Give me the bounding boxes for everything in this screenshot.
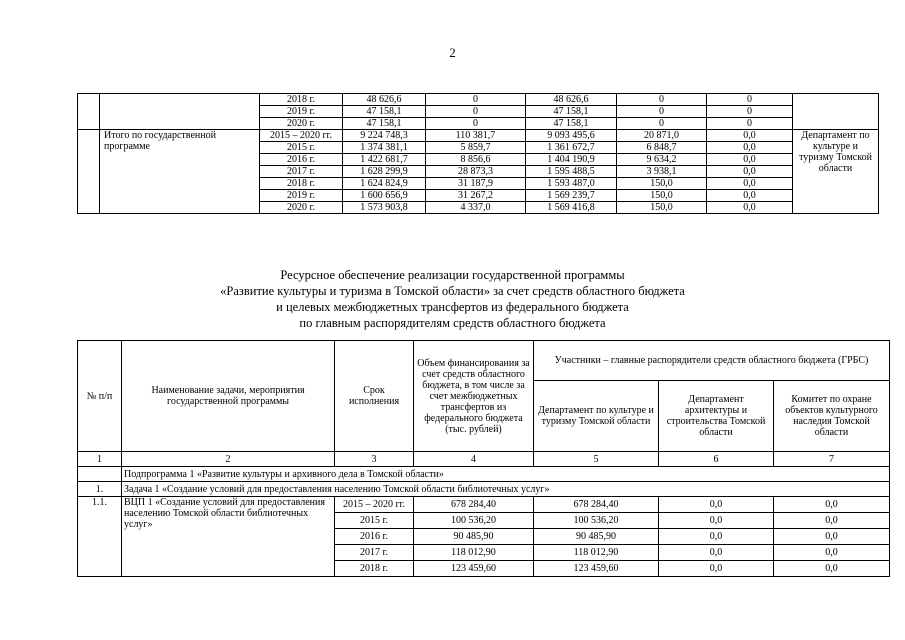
- cell-year: 2019 г.: [260, 190, 343, 202]
- cell-term: 2017 г.: [335, 545, 414, 561]
- cell-total: 1 374 381,1: [343, 142, 426, 154]
- cell-c4: 6 848,7: [617, 142, 707, 154]
- title-line: по главным распорядителям средств областного бюджета: [299, 316, 606, 330]
- cell-c5: 0,0: [707, 166, 793, 178]
- cell-c2: 110 381,7: [426, 130, 526, 142]
- cell-total: 9 224 748,3: [343, 130, 426, 142]
- empty-cell: [78, 130, 100, 214]
- cell-c4: 9 634,2: [617, 154, 707, 166]
- cell-total: 48 626,6: [343, 94, 426, 106]
- cell-year: 2016 г.: [260, 154, 343, 166]
- cell-c5: 0: [707, 118, 793, 130]
- col-number: 7: [774, 452, 890, 467]
- title-line: и целевых межбюджетных трансфертов из федерального бюджета: [276, 300, 629, 314]
- cell-p3: 0,0: [774, 513, 890, 529]
- cell-total: 1 422 681,7: [343, 154, 426, 166]
- header-term: Срок исполнения: [335, 341, 414, 452]
- dept-label: Департамент по культуре и туризму Томской области: [793, 130, 879, 214]
- cell-c5: 0,0: [707, 190, 793, 202]
- cell-c4: 0: [617, 118, 707, 130]
- empty-cell: [793, 94, 879, 130]
- header-name: Наименование задачи, мероприятия государственной программы: [122, 341, 335, 452]
- empty-cell: [78, 467, 122, 482]
- cell-term: 2015 г.: [335, 513, 414, 529]
- cell-p1: 123 459,60: [534, 561, 659, 577]
- cell-total: 1 624 824,9: [343, 178, 426, 190]
- cell-c4: 150,0: [617, 190, 707, 202]
- cell-c4: 20 871,0: [617, 130, 707, 142]
- header-participant-2: Департамент архитектуры и строительства Томской области: [659, 380, 774, 451]
- cell-v: 118 012,90: [414, 545, 534, 561]
- cell-p2: 0,0: [659, 513, 774, 529]
- cell-p2: 0,0: [659, 497, 774, 513]
- cell-year: 2020 г.: [260, 118, 343, 130]
- header-volume: Объем финансирования за счет средств областного бюджета, в том числе за счет межбюджетных трансфертов из федерального бюджета (тыс. рублей): [414, 341, 534, 452]
- subprogram-label: Подпрограмма 1 «Развитие культуры и архивного дела в Томской области»: [122, 467, 890, 482]
- header-num: № п/п: [78, 341, 122, 452]
- cell-c4: 0: [617, 94, 707, 106]
- resource-table: [77, 340, 890, 577]
- cell-p2: 0,0: [659, 545, 774, 561]
- cell-c2: 0: [426, 118, 526, 130]
- item-number: 1.1.: [78, 497, 122, 577]
- cell-v: 100 536,20: [414, 513, 534, 529]
- cell-c3: 1 569 416,8: [526, 202, 617, 214]
- cell-p3: 0,0: [774, 545, 890, 561]
- cell-c3: 1 595 488,5: [526, 166, 617, 178]
- cell-term: 2016 г.: [335, 529, 414, 545]
- cell-c3: 9 093 495,6: [526, 130, 617, 142]
- col-number: 1: [78, 452, 122, 467]
- header-participant-3: Комитет по охране объектов культурного наследия Томской области: [774, 380, 890, 451]
- col-number: 6: [659, 452, 774, 467]
- cell-c2: 8 856,6: [426, 154, 526, 166]
- cell-c2: 31 187,9: [426, 178, 526, 190]
- cell-c5: 0,0: [707, 202, 793, 214]
- cell-v: 123 459,60: [414, 561, 534, 577]
- cell-c4: 150,0: [617, 202, 707, 214]
- cell-c3: 48 626,6: [526, 94, 617, 106]
- cell-c4: 3 938,1: [617, 166, 707, 178]
- cell-year: 2018 г.: [260, 178, 343, 190]
- cell-c3: 1 361 672,7: [526, 142, 617, 154]
- cell-v: 90 485,90: [414, 529, 534, 545]
- table-row: [78, 497, 890, 513]
- cell-c2: 0: [426, 94, 526, 106]
- cell-c3: 47 158,1: [526, 118, 617, 130]
- cell-p1: 118 012,90: [534, 545, 659, 561]
- cell-c2: 0: [426, 106, 526, 118]
- cell-term: 2015 – 2020 гг.: [335, 497, 414, 513]
- table-row: [78, 130, 879, 142]
- cell-v: 678 284,40: [414, 497, 534, 513]
- cell-total: 1 573 903,8: [343, 202, 426, 214]
- cell-year: 2015 г.: [260, 142, 343, 154]
- task-label: Задача 1 «Создание условий для предоставления населению Томской области библиотечных услуг»: [122, 482, 890, 497]
- section-title: [0, 267, 905, 331]
- title-line: Ресурсное обеспечение реализации государственной программы: [280, 268, 625, 282]
- cell-p3: 0,0: [774, 561, 890, 577]
- cell-total: 1 600 656,9: [343, 190, 426, 202]
- cell-term: 2018 г.: [335, 561, 414, 577]
- empty-cell: [78, 94, 100, 130]
- cell-c4: 150,0: [617, 178, 707, 190]
- empty-cell: [100, 94, 260, 130]
- item-name: ВЦП 1 «Создание условий для предоставления населению Томской области библиотечных услуг»: [122, 497, 335, 577]
- cell-c2: 31 267,2: [426, 190, 526, 202]
- cell-total: 1 628 299,9: [343, 166, 426, 178]
- cell-c5: 0,0: [707, 142, 793, 154]
- col-number: 4: [414, 452, 534, 467]
- itogo-label: Итого по государственной программе: [100, 130, 260, 214]
- page-number: 2: [449, 45, 456, 60]
- col-number: 5: [534, 452, 659, 467]
- cell-c5: 0: [707, 106, 793, 118]
- header-participant-1: Департамент по культуре и туризму Томской области: [534, 380, 659, 451]
- cell-p1: 90 485,90: [534, 529, 659, 545]
- header-participants: Участники – главные распорядители средств областного бюджета (ГРБС): [534, 341, 890, 381]
- cell-p2: 0,0: [659, 529, 774, 545]
- cell-c4: 0: [617, 106, 707, 118]
- cell-c2: 4 337,0: [426, 202, 526, 214]
- cell-p1: 100 536,20: [534, 513, 659, 529]
- cell-p2: 0,0: [659, 561, 774, 577]
- cell-total: 47 158,1: [343, 118, 426, 130]
- cell-p3: 0,0: [774, 529, 890, 545]
- cell-year: 2020 г.: [260, 202, 343, 214]
- cell-total: 47 158,1: [343, 106, 426, 118]
- table-row: [78, 94, 879, 106]
- cell-year: 2018 г.: [260, 94, 343, 106]
- cell-c2: 5 859,7: [426, 142, 526, 154]
- cell-c5: 0: [707, 94, 793, 106]
- cell-year: 2015 – 2020 гг.: [260, 130, 343, 142]
- cell-year: 2017 г.: [260, 166, 343, 178]
- title-line: «Развитие культуры и туризма в Томской области» за счет средств областного бюджета: [220, 284, 685, 298]
- itogo-table: [77, 93, 879, 214]
- cell-c2: 28 873,3: [426, 166, 526, 178]
- cell-p1: 678 284,40: [534, 497, 659, 513]
- cell-c3: 1 569 239,7: [526, 190, 617, 202]
- cell-p3: 0,0: [774, 497, 890, 513]
- cell-c3: 1 593 487,0: [526, 178, 617, 190]
- cell-year: 2019 г.: [260, 106, 343, 118]
- cell-c5: 0,0: [707, 178, 793, 190]
- task-number: 1.: [78, 482, 122, 497]
- col-number: 2: [122, 452, 335, 467]
- cell-c3: 1 404 190,9: [526, 154, 617, 166]
- col-number: 3: [335, 452, 414, 467]
- cell-c3: 47 158,1: [526, 106, 617, 118]
- cell-c5: 0,0: [707, 154, 793, 166]
- cell-c5: 0,0: [707, 130, 793, 142]
